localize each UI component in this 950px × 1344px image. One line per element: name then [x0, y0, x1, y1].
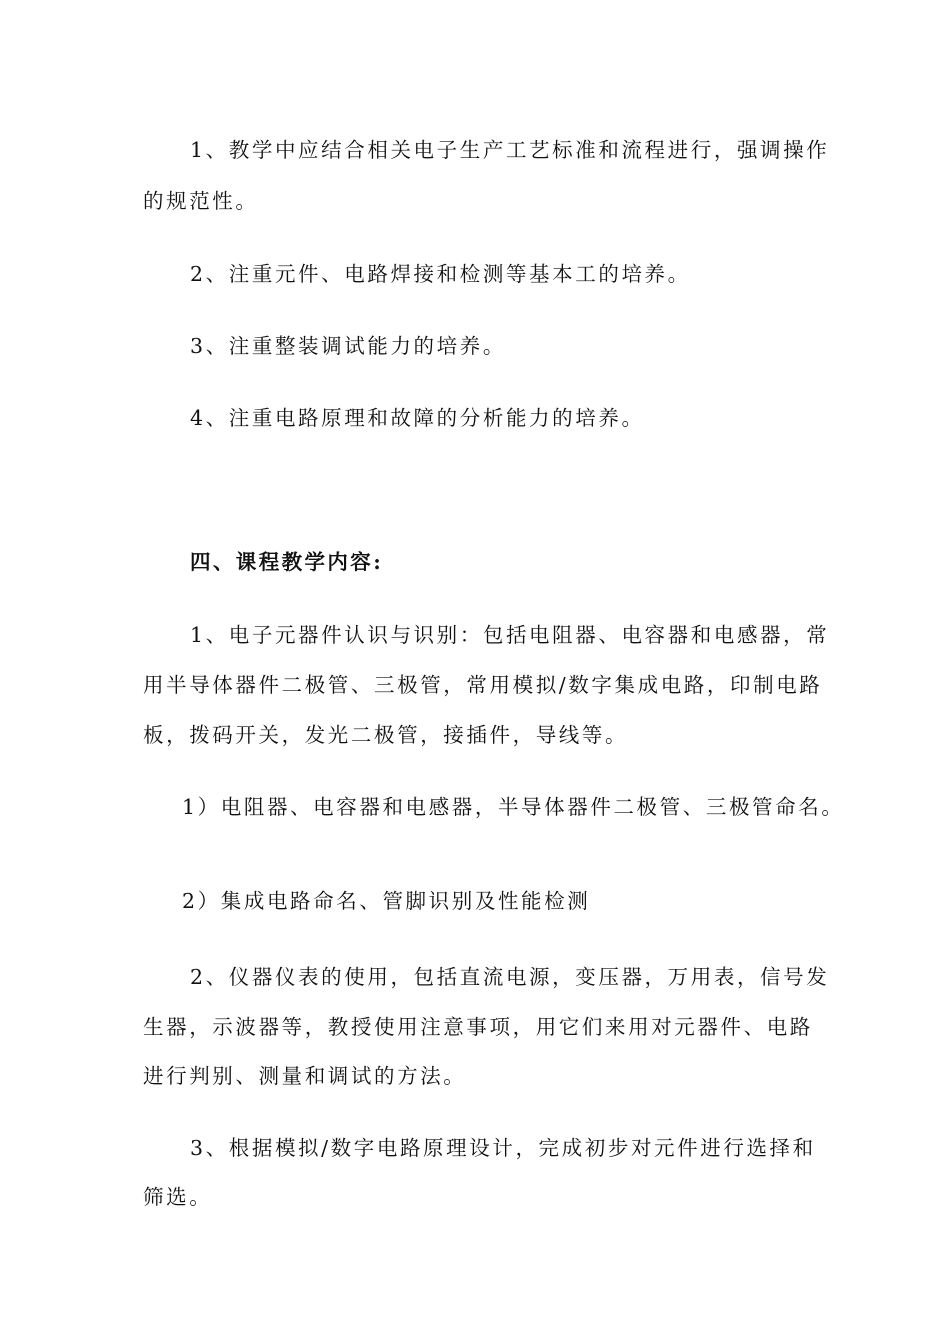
- paragraph-line: 用半导体器件二极管、三极管，常用模拟/数字集成电路，印制电路: [143, 673, 823, 697]
- paragraph-line: 1、教学中应结合相关电子生产工艺标准和流程进行，强调操作: [190, 138, 830, 162]
- paragraph-line: 1、电子元器件认识与识别：包括电阻器、电容器和电感器，常: [190, 623, 830, 647]
- paragraph-line: 2、注重元件、电路焊接和检测等基本工的培养。: [190, 262, 691, 286]
- paragraph-line: 1）电阻器、电容器和电感器，半导体器件二极管、三极管命名。: [182, 795, 845, 819]
- paragraph-line: 4、注重电路原理和故障的分析能力的培养。: [190, 406, 645, 430]
- paragraph-line: 板，拨码开关，发光二极管，接插件，导线等。: [143, 723, 629, 747]
- paragraph-line: 生器，示波器等，教授使用注意事项，用它们来用对元器件、电路: [143, 1015, 813, 1039]
- paragraph-line: 进行判别、测量和调试的方法。: [143, 1064, 467, 1088]
- paragraph-line: 3、根据模拟/数字电路原理设计，完成初步对元件进行选择和: [190, 1136, 816, 1160]
- paragraph-line: 的规范性。: [143, 189, 259, 213]
- paragraph-line: 3、注重整装调试能力的培养。: [190, 334, 506, 358]
- paragraph-line: 筛选。: [143, 1185, 213, 1209]
- paragraph-line: 2、仪器仪表的使用，包括直流电源，变压器，万用表，信号发: [190, 965, 830, 989]
- paragraph-line: 2）集成电路命名、管脚识别及性能检测: [182, 889, 591, 913]
- section-heading: 四、课程教学内容:: [190, 550, 384, 574]
